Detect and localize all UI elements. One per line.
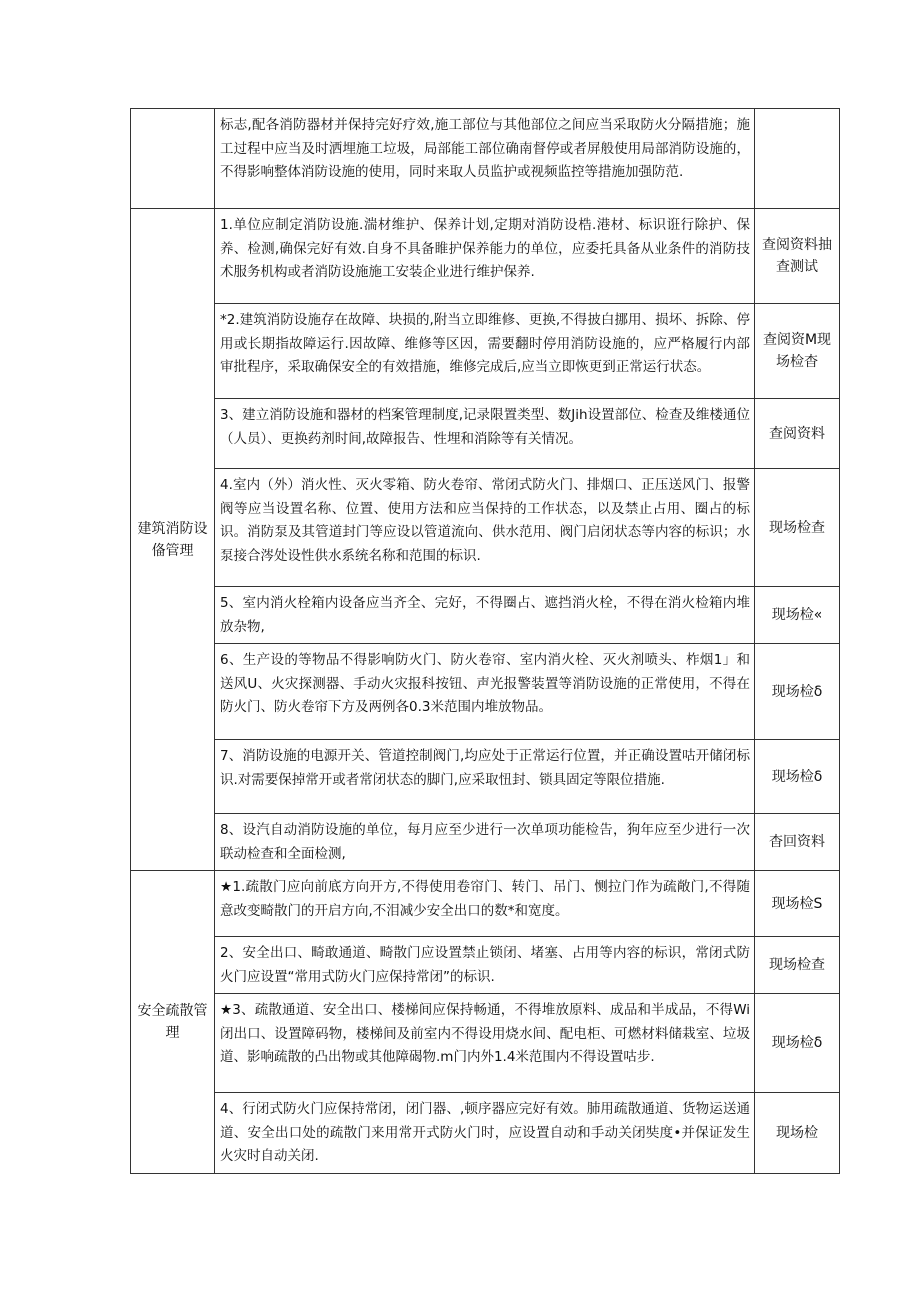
- content-cell: 标志,配各消防器材并保持完好疗效,施工部位与其他部位之间应当采取防火分隔措施；施工过程中应当及时洒埋施工垃圾，局部能工部位确南督停或者屏般使用局部消防设施的，不得影响整体消防设施的使用，同时来取人员监护或视频监控等措施加强防范.: [215, 109, 755, 209]
- table-row: [131, 399, 840, 469]
- table-row: [131, 937, 840, 994]
- method-cell-empty: [755, 109, 840, 209]
- table-row: [131, 994, 840, 1093]
- table-row: [131, 740, 840, 814]
- category-fire-facilities: 建筑消防设俻管理: [131, 209, 215, 871]
- table-row: [131, 469, 840, 587]
- method-cell: 现场检δ: [755, 994, 840, 1093]
- table-row: [131, 1093, 840, 1174]
- content-cell: 6、生产设的等物品不得影响防火门、防火卷帘、室内消火栓、灭火剂喷头、柞烟1」和送风U、火灾探测器、手动火灾报科按钮、声光报警装置等消防设施的正常使用，不得在防火门、防火卷帘下方及两例各0.3米范围内堆放物品。: [215, 644, 755, 740]
- content-cell: 7、消防设施的电源开关、管道控制阀门,均应处于正常运行位置，并正确设置咕开储闭标识.对需要保掉常开或者常闭状态的脚门,应采取忸封、锁具固定等限位措施.: [215, 740, 755, 814]
- method-cell: 现场检: [755, 1093, 840, 1174]
- table-row: [131, 109, 840, 209]
- table-row: [131, 814, 840, 871]
- content-cell: 4、行闭式防火门应保持常闭，闭门器、,顿序器应完好有效。肺用疏散通道、货物运送通道、安全出口处的疏散门来用常开式防火门时，应设置自动和手动关闭奘度•并保证发生火灾时自动关闭.: [215, 1093, 755, 1174]
- table-row: [131, 871, 840, 937]
- table-row: [131, 587, 840, 644]
- method-cell: 现场检查: [755, 469, 840, 587]
- content-cell: 8、设汽自动消防设施的单位，每月应至少进行一次单项功能检告，狗年应至少进行一次联动检查和全面检测,: [215, 814, 755, 871]
- content-cell: 3、建立消防设施和器材的档案管理制度,记录限置类型、数Jih设置部位、检查及维楼通位（人员）、更换药剂时间,故障报告、性埋和消除等有关情况。: [215, 399, 755, 469]
- category-cell-empty: [131, 109, 215, 209]
- method-cell: 现场检S: [755, 871, 840, 937]
- method-cell: 现场检δ: [755, 740, 840, 814]
- method-cell: 查阅资料: [755, 399, 840, 469]
- method-cell: 查阅资M现场检杳: [755, 304, 840, 399]
- method-cell: 查阅资料抽查测试: [755, 209, 840, 304]
- inspection-table: [130, 108, 840, 1174]
- method-cell: 现场检查: [755, 937, 840, 994]
- table-row: [131, 644, 840, 740]
- table-row: [131, 304, 840, 399]
- category-evacuation: 安全疏散管理: [131, 871, 215, 1174]
- content-cell: ★3、疏散通道、安全出口、楼梯间应保持畅通，不得堆放原料、成品和半成品，不得Wi闭出口、设置障码物，楼梯间及前室内不得设用烧水间、配电柜、可燃材料储栽室、垃圾道、影响疏散的凸出物或其他障碣物.m门内外1.4米范围内不得设置咕步.: [215, 994, 755, 1093]
- method-cell: 现场检«: [755, 587, 840, 644]
- content-cell: 2、安全出口、畸敢通道、畸散门应设置禁止锁闭、堵塞、占用等内容的标识，常闭式防火门应设置“常用式防火门应保持常闭”的标识.: [215, 937, 755, 994]
- method-cell: 杳回资料: [755, 814, 840, 871]
- content-cell: ★1.疏散门应向前底方向开方,不得使用卷帘门、转门、吊门、恻拉门作为疏敞门,不得随意改变畸散门的开启方向,不泪减少安全出口的数*和宽度。: [215, 871, 755, 937]
- content-cell: 1.单位应制定消防设施.湍材维护、保养计划,定期对消防设梏.港材、标识诳行除护、保养、检测,确保完好有效.自身不具备睢护保养能力的单位，应委托具备从业条件的消防技术服务机构或者消防设施施工安装企业进行维护保养.: [215, 209, 755, 304]
- method-cell: 现场检δ: [755, 644, 840, 740]
- content-cell: 4.室内（外）消火性、灭火零箱、防火卷帘、常闭式防火门、排烟口、正压送风门、报警阀等应当设置名称、位置、使用方法和应当保持的工作状态，以及禁止占用、圈占的标识。消防泵及其管道封门等应设以管道流向、供水范用、阀门启闭状态等内容的标识；水泵接合涔处设性供水系统名称和范围的标识.: [215, 469, 755, 587]
- content-cell: *2.建筑消防设施存在故障、块损的,附当立即维修、更换,不得披白挪用、损坏、拆除、停用或长期指故障运行.因故障、维修等区因，需要翻时停用消防设施的，应严格履行内部审批程序，采取确保安全的有效措施，维修完成后,应当立即恢更到正常运行状态。: [215, 304, 755, 399]
- content-cell: 5、室内消火栓箱内设备应当齐全、完好，不得圈占、遮挡消火栓，不得在消火检箱内堆放杂物,: [215, 587, 755, 644]
- table-row: [131, 209, 840, 304]
